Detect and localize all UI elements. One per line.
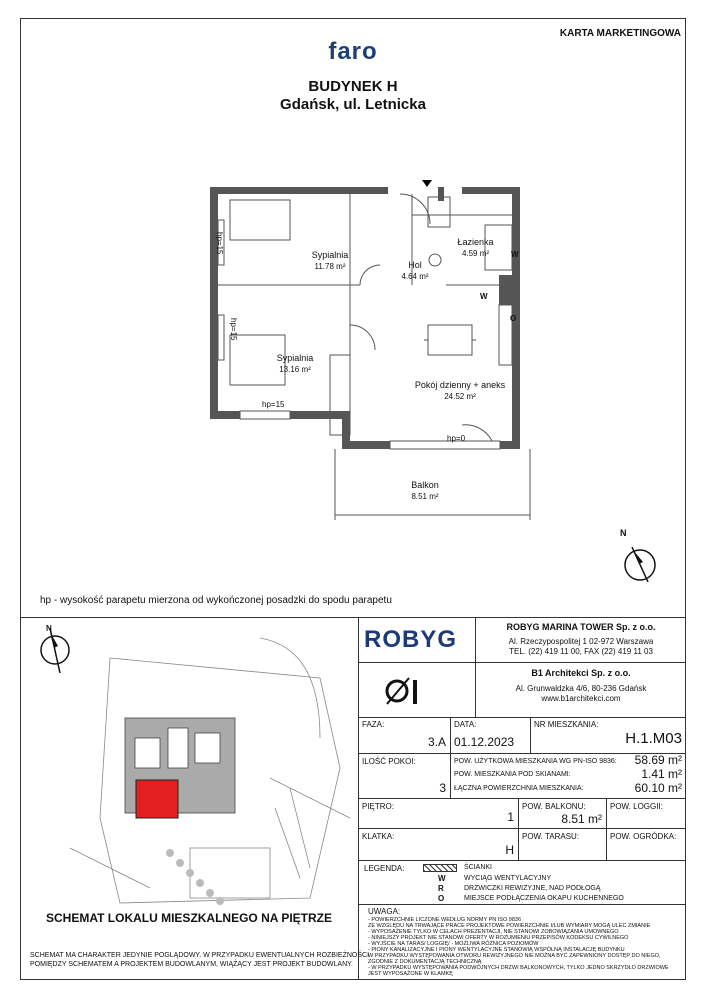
note-line: ZE WZGLĘDU NA TRWAJĄCE PRACE PROJEKTOWE POWIERZCHNIE I/LUB WYMIARY MOGĄ ULEC ZMIANIE [368,923,651,929]
note-line: - WYPOSAŻENIE TYLKO W CELACH PREZENTACJI, NIE STANOWI ZOBOWIĄZANIA UMOWNEGO [368,929,619,935]
room-name-living: Pokój dzienny + aneks [414,380,506,390]
table-vdiv-1 [450,717,451,753]
room-area-hall: 4.64 m² [401,272,429,281]
legend-item-hood: MIEJSCE PODŁĄCZENIA OKAPU KUCHENNEGO [464,895,624,902]
compass-plan-letter: N [620,528,627,538]
pietro-label: PIĘTRO: [362,802,395,811]
balkon-value: 8.51 m² [561,812,602,826]
pokoje-label: ILOŚĆ POKOI: [362,757,416,766]
data-value: 01.12.2023 [454,735,515,749]
room-area-bathroom: 4.59 m² [461,249,490,258]
pow-laczna-value: 60.10 m² [634,781,682,795]
architect-name: B1 Architekci Sp. z o.o. [531,668,631,678]
legend-divider [358,904,686,905]
pow-laczna-label: ŁĄCZNA POWIERZCHNIA MIESZKANIA: [454,785,584,792]
notes-list [368,917,683,977]
legend-item-vent: WYCIĄG WENTYLACYJNY [464,875,552,882]
note-line: - PIONY KANALIZACYJNE I PIONY WENTYLACYJNE STANOWIĄ WSPÓLNĄ INSTALACJĘ BUDYNKU [368,947,625,953]
pow-uzytkowa-value: 58.69 m² [634,753,682,767]
fixture-w-1: W [511,250,519,259]
architect-web: www.b1architekci.com [541,694,621,703]
loggia-label: POW. LOGGII: [610,802,663,811]
room-name-bedroom-1: Sypialnia [311,250,349,260]
nr-value: H.1.M03 [625,730,682,747]
doc-type: KARTA MARKETINGOWA [559,28,681,39]
room-area-balcony: 8.51 m² [411,492,439,501]
building-title: BUDYNEK H [308,78,398,95]
balkon-label: POW. BALKONU: [522,802,586,811]
legend-item-revision: DRZWICZKI REWIZYJNE, NAD PODŁOGĄ [464,885,601,892]
site-disclaimer-1: SCHEMAT MA CHARAKTER JEDYNIE POGLĄDOWY. W PRZYPADKU EWENTUALNYCH ROZBIEŻNOŚCI [30,952,370,959]
brand-logo: faro [328,38,378,65]
legend-wall-swatch [423,864,457,872]
hp-label-4: hp=0 [447,434,466,443]
note-line: - W PRZYPADKU WYSTĘPOWANIA PODWÓJNYCH DRZWI BALKONOWYCH, TYLKO JEDNO SKRZYDŁO DRZWIOWE [368,965,669,971]
note-line: - NINIEJSZY PROJEKT NIE STANOWI OFERTY W ROZUMIENIU PRZEPISÓW KODEKSU CYWILNEGO [368,935,629,941]
table-vdiv-4 [518,798,519,860]
room-area-bedroom-2: 13.16 m² [279,365,311,374]
room-name-hall: Hol [408,260,422,270]
table-row-4 [358,860,686,861]
table-vdiv-2 [530,717,531,753]
room-area-bedroom-1: 11.78 m² [314,262,346,271]
table-vdiv-3 [450,753,451,798]
architect-address: Al. Grunwaldzka 4/6, 80-236 Gdańsk [515,684,647,693]
table-row-3 [358,828,686,829]
compass-site-letter: N [46,624,52,633]
site-disclaimer-2: POMIĘDZY SCHEMATEM A PROJEKTEM BUDOWLANYM, WIĄŻĄCY JEST PROJEKT BUDOWLANY. [30,961,353,968]
hp-label-2: hp=15 [229,318,238,341]
room-name-bedroom-2: Sypialnia [276,353,314,363]
legend-symbol-r: R [438,884,444,893]
compass-plan-icon [615,532,665,582]
fixture-o: O [510,314,517,323]
floor-plan [200,175,540,520]
notes-title: UWAGA: [368,907,401,916]
ogrodek-label: POW. OGRÓDKA: [610,832,677,841]
room-name-bathroom: Łazienka [457,237,494,247]
pow-uzytkowa-label: POW. UŻYTKOWA MIESZKANIA WG PN-ISO 9836: [454,758,617,765]
apartment-highlight [136,780,178,818]
table-vdiv-5 [606,798,607,860]
hp-label-1: hp=15 [215,232,224,255]
pietro-value: 1 [507,810,514,824]
data-label: DATA: [454,720,477,729]
room-area-living: 24.52 m² [444,392,476,401]
building-address: Gdańsk, ul. Letnicka [280,96,426,113]
legend-title: LEGENDA: [364,864,405,873]
pow-skosy-value: 1.41 m² [641,767,682,781]
site-plan [20,618,358,908]
taras-label: POW. TARASU: [522,832,580,841]
hp-note: hp - wysokość parapetu mierzona od wykończonej posadzki do spodu parapetu [40,595,392,606]
table-top [358,717,686,718]
faza-value: 3.A [427,735,446,749]
faza-label: FAZA: [362,720,385,729]
note-line: - POWIERZCHNIE LICZONE WEDŁUG NORMY PN ISO 9836 [368,917,522,923]
nr-label: NR MIESZKANIA: [534,720,599,729]
fixture-w-2: W [480,292,488,301]
developer-phone: TEL. (22) 419 11 00, FAX (22) 419 11 03 [509,647,653,656]
developer-address: Al. Rzeczypospolitej 1 02-972 Warszawa [508,637,654,646]
room-name-balcony: Balkon [411,480,439,490]
legend-symbol-o: O [438,894,445,903]
hp-label-3: hp=15 [262,400,285,409]
legend-item-walls: ŚCIANKI [464,864,493,871]
developer-divider [358,662,686,663]
note-line: ZGODNIE Z DOKUMENTACJĄ TECHNICZNĄ [368,959,482,965]
note-line: - WYJŚCIE NA TARAS/ LOGGIĘ/ - MOŻLIWA RÓŻNICA POZIOMÓW [368,941,539,947]
site-title: SCHEMAT LOKALU MIESZKALNEGO NA PIĘTRZE [46,911,332,925]
table-row-2 [358,798,686,799]
note-line: W PRZYPADKU WYSTĘPOWANIA OTWORU REWIZYJNEGO NIE MOŻNA BYĆ ZAPEWNIONY DOSTĘP DO NIEGO, [368,953,661,959]
note-line: JEST WYPOSAŻONE W KLAMKĘ [368,971,453,977]
pokoje-value: 3 [439,781,446,795]
developer-name: ROBYG MARINA TOWER Sp. z o.o. [506,622,656,632]
b1-logo-icon [385,676,425,706]
robyg-logo: ROBYG [364,626,458,653]
klatka-label: KLATKA: [362,832,395,841]
klatka-value: H [505,843,514,857]
legend-symbol-w: W [438,874,446,883]
pow-skosy-label: POW. MIESZKANIA POD SKIANAMI: [454,771,571,778]
